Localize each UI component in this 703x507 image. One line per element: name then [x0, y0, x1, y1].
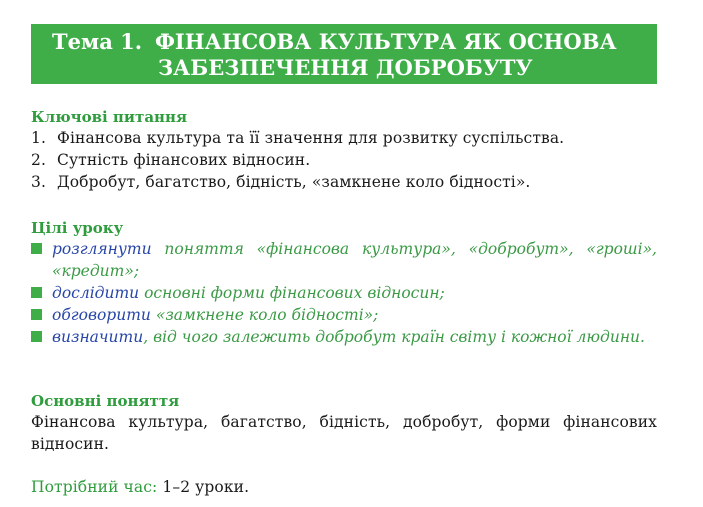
goal-text: , від чого залежить добробут країн світу і кожної людини. — [143, 328, 645, 346]
goal-verb: розглянути — [52, 240, 152, 258]
concepts-text: Фінансова культура, багатство, бідність, добробут, форми фінансових відносин. — [31, 413, 657, 453]
goal-text: основні форми фінансових відносин; — [139, 284, 445, 302]
square-bullet-icon — [31, 287, 42, 298]
goal-text: поняття «фінансова культура», «добробут», «гроші», «кредит»; — [52, 240, 657, 280]
topic-banner — [31, 24, 657, 84]
square-bullet-icon — [31, 309, 42, 320]
concepts-section — [31, 391, 657, 455]
time-label: Потрібний час: — [31, 478, 158, 496]
topic-title-line-2: ЗАБЕЗПЕЧЕННЯ ДОБРОБУТУ — [158, 55, 533, 80]
item-number: 1. — [31, 129, 46, 147]
key-questions-heading: Ключові питання — [31, 108, 188, 126]
item-text: Фінансова культура та її значення для розвитку суспільства. — [57, 129, 565, 147]
square-bullet-icon — [31, 331, 42, 342]
list-item — [31, 326, 657, 348]
concepts-heading: Основні поняття — [31, 392, 180, 410]
list-item — [31, 127, 657, 149]
key-questions-list — [31, 127, 657, 193]
time-value: 1–2 уроки. — [157, 478, 250, 496]
item-text: Сутність фінансових відносин. — [57, 151, 311, 169]
list-item — [31, 238, 657, 282]
topic-title-line-1: ФІНАНСОВА КУЛЬТУРА ЯК ОСНОВА — [155, 29, 617, 54]
topic-label: Тема 1. — [52, 29, 143, 54]
banner-row-1 — [52, 29, 617, 55]
item-number: 3. — [31, 173, 46, 191]
item-text: Добробут, багатство, бідність, «замкнене коло бідності». — [57, 173, 531, 191]
key-questions-section — [31, 107, 657, 193]
list-item — [31, 282, 657, 304]
goal-verb: дослідити — [52, 284, 140, 302]
goal-verb: визначити — [52, 328, 144, 346]
list-item — [31, 171, 657, 193]
list-item — [31, 304, 657, 326]
goals-heading: Цілі уроку — [31, 219, 124, 237]
list-item — [31, 149, 657, 171]
goal-text: «замкнене коло бідності»; — [150, 306, 379, 324]
time-line — [31, 476, 657, 498]
goal-verb: обговорити — [52, 306, 151, 324]
square-bullet-icon — [31, 243, 42, 254]
goals-section — [31, 218, 657, 348]
item-number: 2. — [31, 151, 46, 169]
